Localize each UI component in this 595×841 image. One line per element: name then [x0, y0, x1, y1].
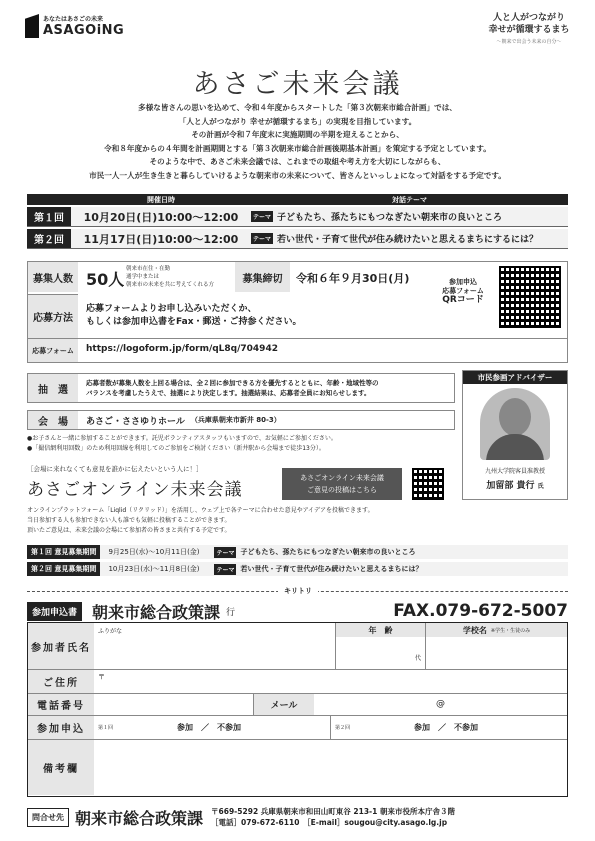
online-row-label [27, 545, 100, 559]
qr-code[interactable] [499, 266, 561, 328]
logo-name: ASAGOiNG [43, 23, 125, 38]
online-row [27, 562, 568, 576]
venue-info [78, 411, 289, 429]
schedule-table [27, 194, 568, 249]
apply-field-2[interactable] [331, 716, 567, 739]
recruit-note-line: 通学中または [126, 274, 160, 280]
form-row-apply [28, 715, 567, 739]
online-badge[interactable] [282, 468, 402, 500]
advisor-panel [462, 370, 568, 500]
name-field[interactable] [94, 623, 336, 669]
footer-address: 〒669-5292 兵庫県朝来市和田山町東谷 213-1 朝来市役所本庁舎３階 [211, 807, 455, 816]
session-theme [251, 210, 568, 223]
online-pre: ［会場に来れなくても意見を誰かに伝えたいという人に！］ [27, 465, 203, 473]
form-header [27, 601, 568, 621]
schedule-row [27, 207, 568, 227]
online-schedule [27, 545, 568, 579]
lottery-line: バランスを考慮したうえで、抽選により決定します。抽選結果は、応募者全員にお知らせします。 [86, 389, 371, 397]
intro-line: 市民一人一人が生き生きと暮らしていけるような朝来市の未来について、皆さんといっしょになって対話をする予定です。 [89, 170, 506, 180]
body-shape [486, 434, 544, 460]
intro-line: そのような中で、あさご未来会議では、これまでの取組や考え方を大切にしながらも、 [149, 157, 446, 166]
session-date: 11月17日(日)10:00～12:00 [83, 232, 239, 246]
mail-label: メール [254, 694, 314, 715]
theme-tag: テーマ [251, 211, 273, 222]
advisor-title: 市民参画アドバイザー [463, 371, 567, 384]
qr-label-line: 応募フォーム [442, 287, 484, 295]
session-theme [251, 232, 568, 245]
apply-choice-2: 参加 ／ 不参加 [414, 723, 479, 732]
apply-label: 参加申込 [28, 716, 94, 739]
online-row [27, 545, 568, 559]
age-unit: 代 [414, 655, 421, 662]
address-label: ご住所 [28, 670, 94, 693]
session-number: 第２回 [27, 229, 71, 248]
theme-tag: テーマ [251, 233, 273, 244]
online-desc-line: 当日参加する人も参加できない人も誰でも気軽に投稿することができます。 [27, 517, 231, 524]
school-label: 学校名 [462, 625, 487, 635]
online-row-theme: 子どもたち、孫たちにもつなぎたい朝来市の良いところ [240, 548, 416, 556]
deadline-label-pre: 募集 [242, 273, 263, 285]
online-row-period-label: 意見募集期間 [54, 565, 97, 573]
tel-label: 電話番号 [28, 694, 94, 715]
online-title: あさごオンライン未来会議 [27, 480, 243, 500]
furigana-label: ふりがな [98, 628, 123, 635]
schedule-header [27, 194, 568, 205]
theme-tag: テーマ [214, 564, 236, 575]
mail-field[interactable] [314, 694, 567, 715]
intro-line: 「人と人がつながり 幸せが循環するまち」の実現を目指しています。 [178, 116, 417, 126]
age-field[interactable] [336, 623, 426, 669]
footer-contact [211, 806, 455, 828]
divider [28, 338, 567, 339]
method-line: 応募フォームよりお申し込みいただくか、 [86, 304, 257, 314]
slogan [479, 12, 579, 48]
address-field[interactable] [94, 670, 567, 693]
online-row-date: 9月25日(水)～10月11日(金) [108, 548, 200, 556]
intro-line: その計画が令和７年度末に実施期間の半期を迎えることから、 [191, 130, 404, 139]
advisor-suffix: 氏 [537, 483, 544, 490]
online-badge-line2: ご意見の投稿はこちら [307, 486, 377, 494]
footer [27, 802, 568, 832]
qr-label-line: QRコード [442, 295, 484, 305]
slogan-line1: 人と人がつながり [492, 13, 565, 23]
memo-field[interactable] [94, 740, 567, 795]
footer-dept: 朝来市総合政策課 [75, 808, 204, 828]
schedule-header-theme: 対話テーマ [392, 195, 427, 204]
deadline-date: 令和６年９月30日(月) [296, 272, 410, 285]
online-row-date: 10月23日(水)～11月8日(金) [108, 565, 200, 573]
form-row-memo [28, 739, 567, 795]
page-title: あさご未来会議 [192, 69, 403, 100]
online-qr-code[interactable] [412, 468, 444, 500]
intro-text [22, 101, 573, 182]
session-theme-text: 子どもたち、孫たちにもつなぎたい朝来市の良いところ [277, 213, 503, 223]
deadline-label [235, 262, 290, 292]
zip-mark: 〒 [98, 673, 105, 681]
method-text [86, 303, 302, 329]
age-label: 年 齢 [336, 623, 425, 637]
apply-round-1: 第１回 [98, 725, 114, 731]
form-url-link[interactable]: https://logoform.jp/form/qL8q/704942 [86, 344, 278, 354]
advisor-name: 加留部 貴行 [486, 481, 535, 491]
venue-label: 会 場 [28, 411, 78, 429]
apply-round-2: 第２回 [335, 725, 351, 731]
online-row-theme: 若い世代・子育て世代が住み続けたいと思えるまちには？ [240, 565, 423, 573]
online-desc [27, 506, 567, 536]
note-line: ●「撮信網利用回数」のため利用回線を利用してのご参加をご検討ください（新井駅から会場まで徒歩13分）。 [27, 445, 325, 452]
schedule-header-blank [27, 194, 71, 205]
notes [27, 434, 457, 454]
footer-tag: 問合せ先 [27, 808, 69, 827]
online-desc-line: オンラインプラットフォーム「Liqlid（リクリッド）」を活用し、ウェブ上で各テーマに合わせた意見やアイデアを投稿できます。 [27, 507, 374, 514]
advisor-org: 九州大学院客員准教授 [484, 468, 545, 475]
online-row-period-label: 意見募集期間 [54, 548, 97, 556]
lottery-line: 応募者数が募集人数を上回る場合は、全２回に参加できる方を優先するとともに、年齢・地域性等の [86, 379, 379, 387]
form-fax: FAX.079-672-5007 [393, 601, 568, 621]
advisor-name-row [463, 478, 567, 491]
method-label: 応募方法 [28, 294, 78, 338]
face-shape [499, 398, 531, 436]
session-number: 第１回 [27, 207, 71, 226]
session-date: 10月20日(日)10:00～12:00 [83, 210, 239, 224]
method-line: もしくは参加申込書をFax・郵送・ご持参ください。 [86, 317, 302, 327]
logo-mark [25, 14, 39, 38]
form-row-name [28, 623, 567, 669]
online-row-num: 第２回 [31, 565, 52, 573]
application-form [27, 622, 568, 797]
online-row-num: 第１回 [31, 548, 52, 556]
recruit-count: 50人 [86, 270, 125, 289]
form-url-label: 応募フォーム [28, 339, 78, 362]
deadline-label-main: 締切 [262, 273, 283, 285]
logo [25, 14, 124, 38]
apply-field-1[interactable] [94, 716, 331, 739]
form-tag: 参加申込書 [27, 602, 82, 621]
schedule-header-date: 開催日時 [147, 195, 175, 204]
venue-address: （兵庫県朝来市新井 80-3） [190, 416, 281, 424]
advisor-photo [480, 388, 550, 460]
slogan-line2: 幸せが循環するまち [488, 25, 570, 35]
lottery-row [27, 373, 455, 403]
tel-field[interactable] [94, 694, 254, 715]
recruit-note [126, 265, 214, 289]
online-badge-line1: あさごオンライン未来会議 [300, 474, 384, 482]
form-row-address [28, 669, 567, 693]
footer-tel: ［電話］079-672-6110 ［E-mail］sougou@city.asago.lg.jp [211, 818, 448, 827]
form-row-contact [28, 693, 567, 715]
logo-tagline: あなたはあさごの未来 [43, 16, 104, 23]
schedule-row [27, 229, 568, 249]
intro-line: 令和８年度からの４年間を計画期間とする「第３次朝来市総合計画後期基本計画」を策定する予定としています。 [104, 143, 491, 153]
intro-line: 多様な皆さんの思いを込めて、令和４年度からスタートした「第３次朝来市総合計画」では、 [138, 103, 457, 112]
form-dept: 朝来市総合政策課 [92, 602, 221, 622]
slogan-line3: 〜朝来で出会う未来の自分〜 [496, 39, 562, 45]
school-label-row [426, 623, 567, 637]
recruit-box [27, 261, 568, 363]
online-row-label [27, 562, 100, 576]
recruit-note-line: 朝来市の未来を共に考えてくれる方 [126, 282, 215, 288]
cut-label: キリトリ [278, 586, 318, 596]
qr-label-line: 参加申込 [449, 278, 477, 286]
memo-label: 備考欄 [28, 740, 94, 795]
school-note: ※学生・生徒のみ [490, 627, 531, 634]
form-suffix: 行 [226, 607, 236, 618]
recruit-count-label: 募集人数 [28, 262, 78, 292]
lottery-label: 抽 選 [28, 374, 78, 402]
theme-tag: テーマ [214, 547, 236, 558]
note-line: ●お子さんと一緒に参加することができます。託児ボランティアスタッフもいますので、お気軽にご参加ください。 [27, 435, 337, 442]
school-field[interactable] [426, 623, 567, 669]
recruit-note-line: 朝来市在住・在勤 [126, 266, 171, 272]
venue-row [27, 410, 455, 430]
qr-label [433, 278, 493, 305]
lottery-text [78, 374, 387, 402]
online-desc-line: 頂いたご意見は、未来会議の会場にて参加者の皆さまと共有する予定です。 [27, 527, 231, 534]
session-theme-text: 若い世代・子育て世代が住み続けたいと思えるまちにするには？ [277, 235, 539, 245]
name-label: 参加者氏名 [28, 623, 94, 669]
apply-choice-1: 参加 ／ 不参加 [177, 723, 242, 732]
venue-name: あさご・ささゆりホール [86, 416, 185, 427]
at-mark: @ [436, 699, 445, 709]
